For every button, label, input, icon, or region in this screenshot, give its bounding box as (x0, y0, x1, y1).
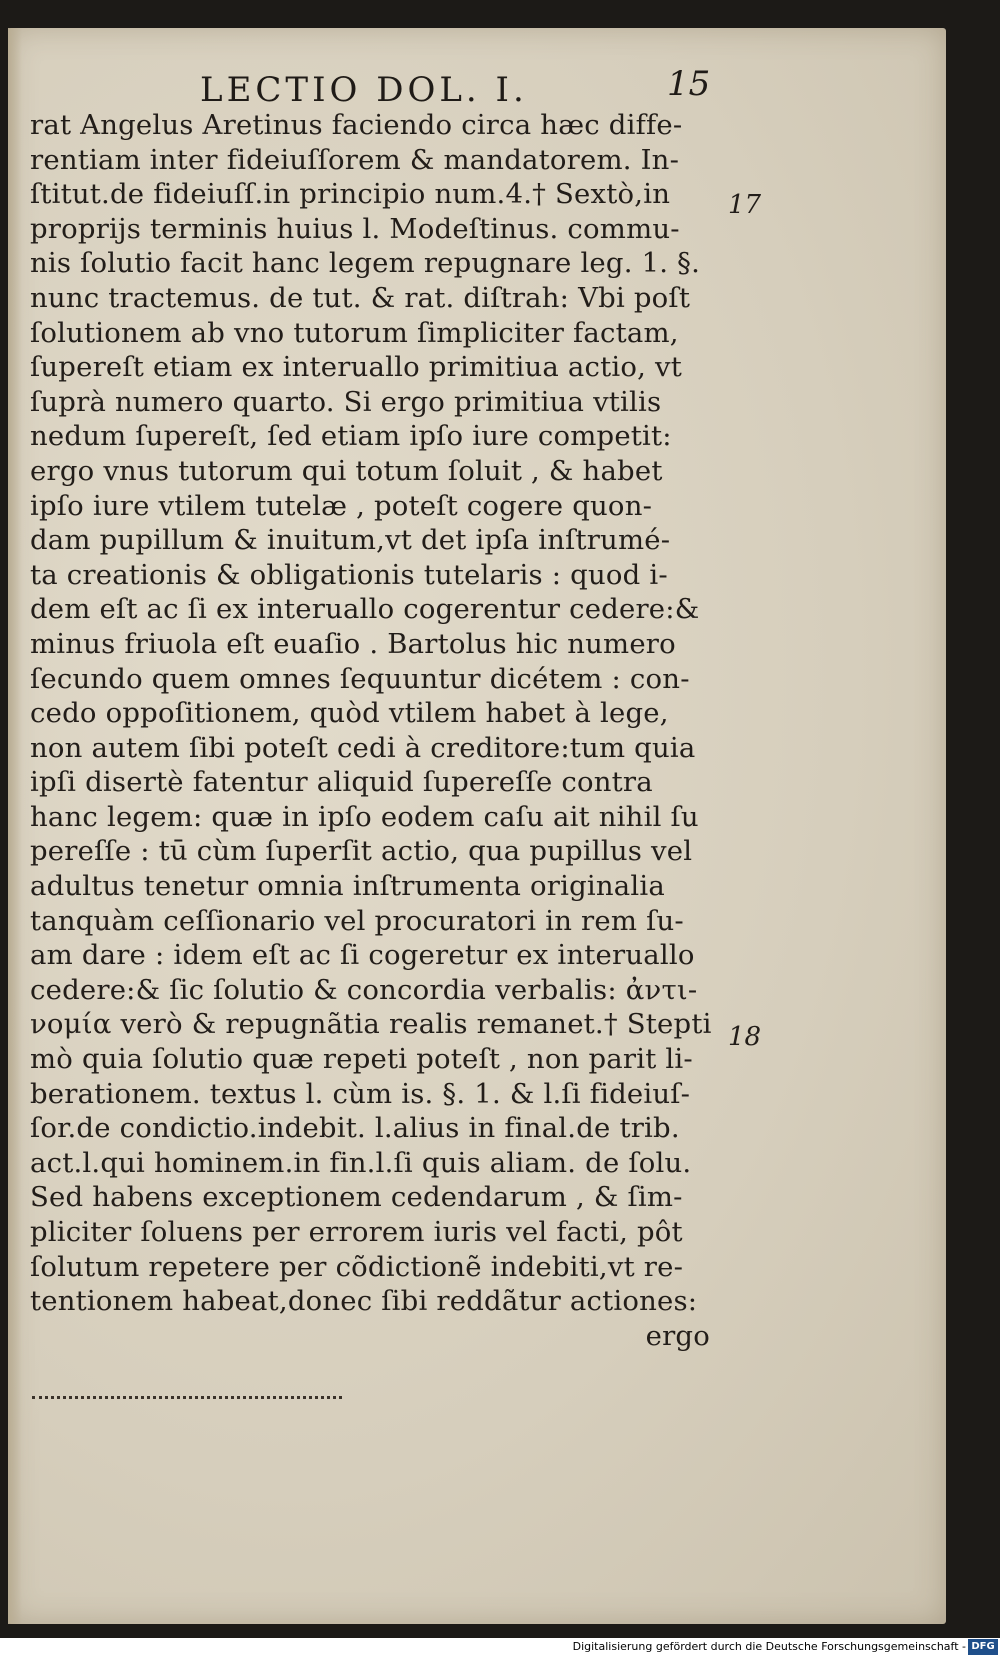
catchword: ergo (645, 1319, 710, 1352)
text-line: ſolutionem ab vno tutorum ſimpliciter factam, (30, 316, 679, 349)
text-line: berationem. textus l. cùm is. §. 1. & l.ſi fideiuſ- (30, 1077, 691, 1110)
text-line: ta creationis & obligationis tutelaris : quod i- (30, 558, 668, 591)
running-head: LECTIO DOL. I. (200, 70, 528, 110)
text-line: nunc tractemus. de tut. & rat. diſtrah: Vbi poſt (30, 281, 691, 314)
text-line: ſtitut.de fideiuſſ.in principio num.4.† Sextò,in (30, 178, 671, 211)
text-line: rat Angelus Aretinus faciendo circa hæc diffe- (30, 109, 683, 141)
text-line: proprijs terminis huius l. Modeſtinus. commu- (30, 212, 680, 245)
text-line: ſor.de condictio.indebit. l.alius in final.de trib. (30, 1112, 680, 1145)
footer-credit: Digitalisierung gefördert durch die Deutsche Forschungsgemeinschaft - (572, 1640, 966, 1653)
text-line: cedere:& ſic ſolutio & concordia verbalis: ἀντι- (30, 973, 698, 1006)
text-line: dem eſt ac ſi ex interuallo cogerentur cedere:& (30, 593, 700, 626)
text-line: hanc legem: quæ in ipſo eodem caſu ait nihil ſu (30, 800, 699, 833)
text-line: non autem ſibi poteſt cedi à creditore:tum quia (30, 731, 696, 764)
dfg-logo: DFG (968, 1639, 998, 1655)
text-line: am dare : idem eſt ac ſi cogeretur ex interuallo (30, 939, 695, 972)
text-line: adultus tenetur omnia inſtrumenta originalia (30, 870, 665, 903)
body-text (30, 108, 710, 1353)
text-line: rentiam inter fideiuſſorem & mandatorem. In- (30, 143, 680, 176)
text-line: tanquàm ceſſionario vel procuratori in rem ſu- (30, 904, 684, 937)
text-line: νομία verò & repugnãtia realis remanet.† Stepti (30, 1008, 712, 1041)
text-line: ſuprà numero quarto. Si ergo primitiua vtilis (30, 385, 662, 418)
text-line: nedum ſupereſt, ſed etiam ipſo iure competit: (30, 420, 672, 453)
text-line: pereſſe : tū cùm ſuperſit actio, qua pupillus vel (30, 835, 693, 868)
text-line: tentionem habeat,donec ſibi reddãtur actiones: (30, 1285, 698, 1318)
text-line: dam pupillum & inuitum,vt det ipſa inſtrumé- (30, 524, 671, 557)
text-line: cedo oppoſitionem, quòd vtilem habet à lege, (30, 697, 669, 730)
text-line: nis ſolutio facit hanc legem repugnare leg. 1. §. (30, 247, 701, 280)
text-line: ſupereſt etiam ex interuallo primitiua actio, vt (30, 351, 682, 384)
margin-note-18: 18 (728, 1022, 762, 1052)
text-line: ergo vnus tutorum qui totum ſoluit , & habet (30, 454, 663, 487)
catchword-rule (32, 1388, 342, 1399)
text-line: minus friuola eſt euaſio . Bartolus hic numero (30, 627, 676, 660)
text-line: ipſo iure vtilem tutelæ , poteſt cogere quon- (30, 489, 653, 522)
text-line: ipſi disertè fatentur aliquid ſupereſſe contra (30, 766, 653, 799)
margin-note-17: 17 (728, 190, 762, 220)
text-line: ſolutum repetere per cõdictionẽ indebiti,vt re- (30, 1250, 684, 1283)
page-number: 15 (667, 64, 711, 104)
text-line: ſecundo quem omnes ſequuntur dicétem : con- (30, 662, 690, 695)
page-gutter-shadow (8, 28, 22, 1624)
text-line: act.l.qui hominem.in fin.l.ſi quis aliam. de ſolu. (30, 1146, 692, 1179)
text-line: pliciter ſoluens per errorem iuris vel facti, pôt (30, 1216, 683, 1248)
text-line: Sed habens exceptionem cedendarum , & ſim- (30, 1181, 683, 1214)
text-line: mò quia ſolutio quæ repeti poteſt , non parit li- (30, 1043, 693, 1076)
footer-strip (0, 1638, 1000, 1658)
